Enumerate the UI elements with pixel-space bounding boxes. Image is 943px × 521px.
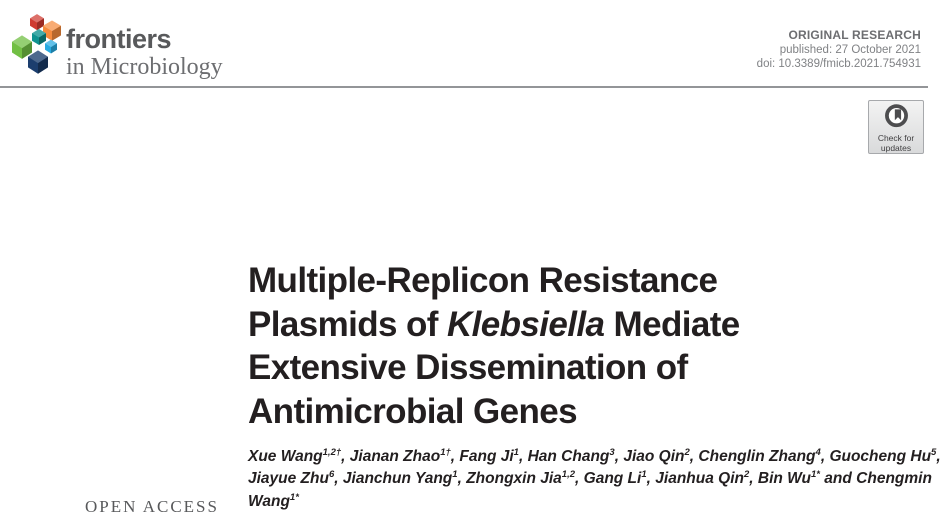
published-date: published: 27 October 2021: [779, 43, 921, 56]
frontiers-cubes-logo-icon: [10, 13, 63, 77]
publication-info: [757, 28, 921, 72]
author-list: Xue Wang$^{1,2\dagger}$, Jianan Zhao$^{1\dagger}$, Fang Ji$^1$, Han Chang$^3$, Jiao Qin$^2$, Chenglin Zhang$^4$, Guocheng Hu$^5$, Jiayue Zhu$^6$, Jianchun Yang$^1$, Zhongxin Jia$^{1,2}$, Gang Li$^1$, Jianhua Qin$^2$, Bin $Wu^{1*}$ and Chengmin Wang$^{1*}$: [248, 446, 941, 510]
check-for-updates-badge[interactable]: [868, 100, 924, 154]
brand-text: [66, 26, 223, 80]
article-type-label: ORIGINAL RESEARCH: [788, 28, 921, 42]
doi-link[interactable]: doi: 10.3389/fmicb.2021.754931: [756, 58, 921, 70]
check-badge-line1: Check for: [877, 133, 915, 143]
green-cube: [12, 35, 32, 58]
check-badge-line2: updates: [880, 142, 912, 153]
brand-name: frontiers: [66, 24, 172, 54]
brand-journal-name: in Microbiology: [66, 54, 223, 80]
navy-cube: [28, 50, 48, 73]
frontiers-brand: [10, 13, 223, 80]
article-title: Multiple-Replicon Resistance Plasmids of Klebsiella Mediate Extensive Dissemination of Antimicrobial Genes: [248, 261, 740, 431]
red-cube: [30, 14, 44, 30]
crossmark-bookmark-icon: [884, 104, 909, 129]
open-access-label: OPEN ACCESS: [85, 497, 219, 516]
masthead-divider-rule: [0, 86, 928, 88]
check-badge-label: [869, 134, 923, 153]
light-blue-cube: [45, 40, 57, 54]
